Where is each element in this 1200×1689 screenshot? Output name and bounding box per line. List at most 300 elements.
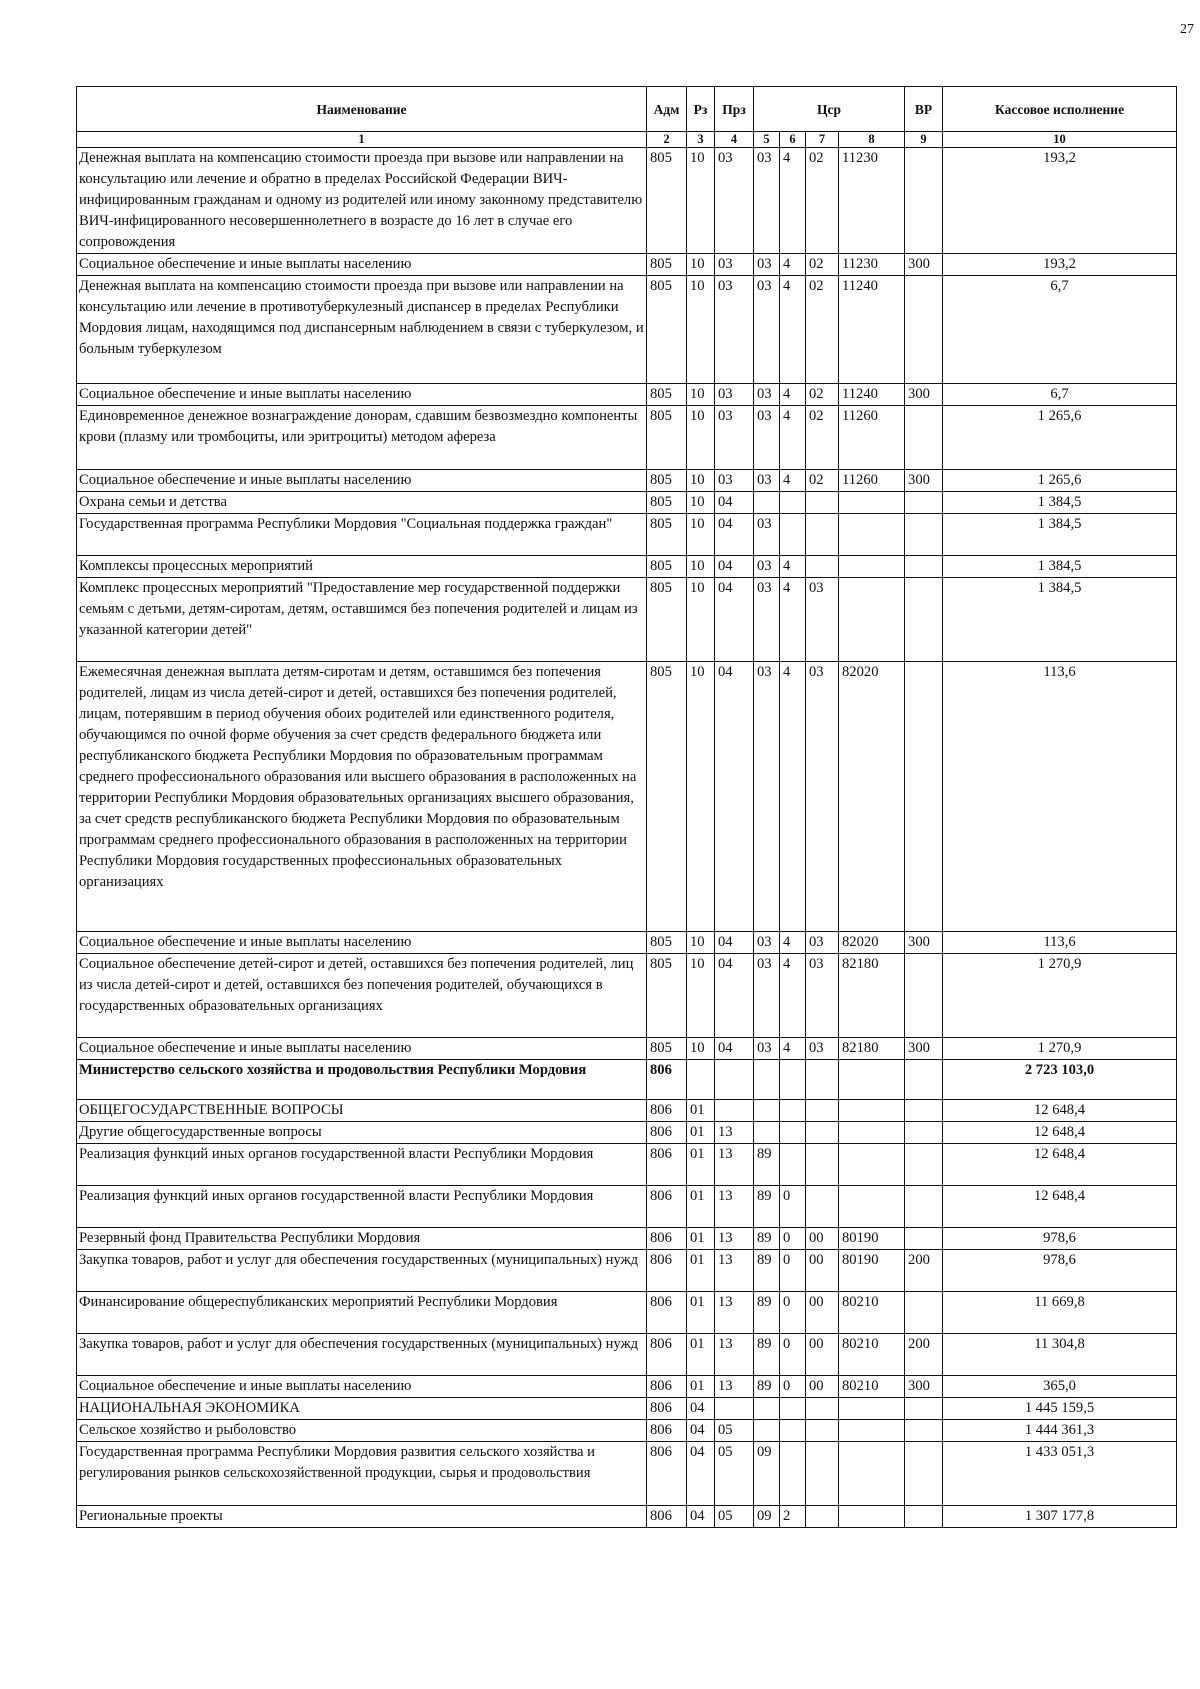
row-csr-type: 4 <box>780 276 806 384</box>
table-row <box>77 1506 1177 1528</box>
row-vr: 300 <box>905 932 943 954</box>
row-csr-direction: 11260 <box>839 406 905 470</box>
row-prz <box>715 1100 754 1122</box>
row-csr-subprogram <box>806 492 839 514</box>
row-prz: 13 <box>715 1186 754 1228</box>
row-csr-subprogram: 02 <box>806 406 839 470</box>
column-number: 9 <box>905 132 943 148</box>
row-name: Закупка товаров, работ и услуг для обеспечения государственных (муниципальных) нужд <box>77 1250 647 1292</box>
column-number: 3 <box>687 132 715 148</box>
row-csr-subprogram <box>806 1144 839 1186</box>
row-prz: 13 <box>715 1376 754 1398</box>
row-rz: 10 <box>687 662 715 932</box>
row-csr-program: 03 <box>754 578 780 662</box>
row-adm: 806 <box>647 1186 687 1228</box>
row-value: 1 307 177,8 <box>943 1506 1177 1528</box>
row-csr-direction <box>839 1506 905 1528</box>
column-number: 2 <box>647 132 687 148</box>
row-adm: 806 <box>647 1334 687 1376</box>
row-csr-direction <box>839 1144 905 1186</box>
row-name: Денежная выплата на компенсацию стоимости проезда при вызове или направлении на консультацию или лечение и обратно в пределах Российской Федерации ВИЧ-инфицированным гражданам и одному из родителей или иному законному представителю ВИЧ-инфицированного несовершеннолетнего в возрасте до 16 лет в случае его сопровождения <box>77 148 647 254</box>
row-vr: 200 <box>905 1334 943 1376</box>
row-rz: 10 <box>687 1038 715 1060</box>
row-csr-type: 4 <box>780 932 806 954</box>
row-adm: 805 <box>647 148 687 254</box>
row-csr-type <box>780 1442 806 1506</box>
row-prz: 13 <box>715 1334 754 1376</box>
row-csr-direction: 82020 <box>839 932 905 954</box>
row-csr-program: 03 <box>754 1038 780 1060</box>
row-name: Социальное обеспечение и иные выплаты населению <box>77 1038 647 1060</box>
row-vr <box>905 556 943 578</box>
row-csr-direction: 80210 <box>839 1334 905 1376</box>
row-value: 1 270,9 <box>943 1038 1177 1060</box>
row-csr-subprogram: 00 <box>806 1334 839 1376</box>
column-number: 8 <box>839 132 905 148</box>
row-value: 12 648,4 <box>943 1122 1177 1144</box>
row-csr-type: 4 <box>780 148 806 254</box>
row-csr-direction <box>839 1100 905 1122</box>
row-csr-program: 89 <box>754 1334 780 1376</box>
row-prz: 05 <box>715 1420 754 1442</box>
row-rz: 10 <box>687 932 715 954</box>
row-vr <box>905 276 943 384</box>
row-name: Министерство сельского хозяйства и продовольствия Республики Мордовия <box>77 1060 647 1100</box>
row-csr-direction <box>839 1398 905 1420</box>
row-prz: 04 <box>715 514 754 556</box>
row-csr-direction: 82180 <box>839 954 905 1038</box>
row-csr-program: 89 <box>754 1292 780 1334</box>
row-value: 6,7 <box>943 384 1177 406</box>
table-row <box>77 662 1177 932</box>
row-csr-program: 09 <box>754 1442 780 1506</box>
row-csr-subprogram: 00 <box>806 1228 839 1250</box>
row-vr <box>905 1144 943 1186</box>
row-value: 1 384,5 <box>943 578 1177 662</box>
row-vr <box>905 662 943 932</box>
row-csr-subprogram: 03 <box>806 662 839 932</box>
table-row <box>77 492 1177 514</box>
row-csr-subprogram <box>806 1060 839 1100</box>
row-value: 1 270,9 <box>943 954 1177 1038</box>
column-number: 4 <box>715 132 754 148</box>
row-csr-subprogram: 02 <box>806 384 839 406</box>
row-csr-type: 0 <box>780 1186 806 1228</box>
row-csr-program: 03 <box>754 470 780 492</box>
table-row <box>77 556 1177 578</box>
row-csr-direction: 80210 <box>839 1376 905 1398</box>
row-rz: 10 <box>687 578 715 662</box>
row-value: 12 648,4 <box>943 1186 1177 1228</box>
table-row <box>77 1186 1177 1228</box>
row-vr <box>905 1122 943 1144</box>
row-csr-type: 4 <box>780 406 806 470</box>
row-csr-subprogram: 03 <box>806 1038 839 1060</box>
row-csr-subprogram: 02 <box>806 470 839 492</box>
row-adm: 806 <box>647 1100 687 1122</box>
page-number: 27 <box>1180 22 1194 37</box>
row-csr-program <box>754 1420 780 1442</box>
row-adm: 805 <box>647 954 687 1038</box>
row-name: Социальное обеспечение и иные выплаты населению <box>77 384 647 406</box>
row-name: Комплекс процессных мероприятий "Предоставление мер государственной поддержки семьям с детьми, детям-сиротам, детям, оставшимся без попечения родителей и лицам из указанной категории детей" <box>77 578 647 662</box>
row-rz: 01 <box>687 1250 715 1292</box>
row-csr-program <box>754 492 780 514</box>
row-csr-type: 4 <box>780 384 806 406</box>
row-vr <box>905 492 943 514</box>
row-csr-subprogram <box>806 514 839 556</box>
row-prz: 04 <box>715 932 754 954</box>
row-rz: 01 <box>687 1376 715 1398</box>
table-row <box>77 406 1177 470</box>
row-name: Финансирование общереспубликанских мероприятий Республики Мордовия <box>77 1292 647 1334</box>
row-adm: 805 <box>647 932 687 954</box>
row-value: 11 304,8 <box>943 1334 1177 1376</box>
row-vr <box>905 1100 943 1122</box>
row-csr-type: 4 <box>780 1038 806 1060</box>
row-csr-type <box>780 1420 806 1442</box>
row-csr-direction <box>839 514 905 556</box>
budget-table-wrapper <box>76 86 1176 1528</box>
column-number: 7 <box>806 132 839 148</box>
row-vr: 300 <box>905 470 943 492</box>
row-vr <box>905 1228 943 1250</box>
row-csr-type <box>780 1122 806 1144</box>
row-rz: 04 <box>687 1398 715 1420</box>
row-csr-subprogram <box>806 1100 839 1122</box>
row-name: Государственная программа Республики Мордовия "Социальная поддержка граждан" <box>77 514 647 556</box>
row-csr-direction: 80210 <box>839 1292 905 1334</box>
row-vr <box>905 954 943 1038</box>
row-csr-direction <box>839 1420 905 1442</box>
row-csr-program: 03 <box>754 406 780 470</box>
row-vr <box>905 1506 943 1528</box>
row-vr <box>905 1398 943 1420</box>
table-row <box>77 254 1177 276</box>
table-row <box>77 1100 1177 1122</box>
table-row <box>77 954 1177 1038</box>
row-prz: 04 <box>715 578 754 662</box>
row-csr-type: 4 <box>780 578 806 662</box>
row-adm: 805 <box>647 662 687 932</box>
row-csr-type <box>780 1060 806 1100</box>
row-csr-type <box>780 1100 806 1122</box>
header-rz: Рз <box>687 87 715 132</box>
row-value: 1 384,5 <box>943 556 1177 578</box>
row-prz: 05 <box>715 1442 754 1506</box>
row-csr-program: 03 <box>754 514 780 556</box>
row-csr-type <box>780 514 806 556</box>
row-csr-direction <box>839 1060 905 1100</box>
table-row <box>77 1292 1177 1334</box>
row-vr: 300 <box>905 254 943 276</box>
row-csr-program: 03 <box>754 276 780 384</box>
row-csr-type: 0 <box>780 1250 806 1292</box>
row-csr-program: 89 <box>754 1228 780 1250</box>
row-value: 12 648,4 <box>943 1100 1177 1122</box>
row-adm: 805 <box>647 1038 687 1060</box>
row-csr-program <box>754 1398 780 1420</box>
row-csr-type: 0 <box>780 1228 806 1250</box>
row-adm: 805 <box>647 556 687 578</box>
row-prz: 03 <box>715 384 754 406</box>
row-value: 1 444 361,3 <box>943 1420 1177 1442</box>
row-csr-type: 4 <box>780 954 806 1038</box>
row-vr <box>905 578 943 662</box>
row-rz <box>687 1060 715 1100</box>
row-csr-program: 03 <box>754 662 780 932</box>
row-prz: 04 <box>715 556 754 578</box>
row-csr-type <box>780 1398 806 1420</box>
row-csr-direction: 80190 <box>839 1228 905 1250</box>
row-csr-direction: 11240 <box>839 276 905 384</box>
row-csr-direction <box>839 1186 905 1228</box>
row-csr-subprogram <box>806 1420 839 1442</box>
row-csr-program <box>754 1122 780 1144</box>
row-value: 113,6 <box>943 932 1177 954</box>
row-csr-direction: 11240 <box>839 384 905 406</box>
row-rz: 10 <box>687 492 715 514</box>
row-csr-type: 0 <box>780 1376 806 1398</box>
row-csr-type: 4 <box>780 470 806 492</box>
table-row <box>77 1038 1177 1060</box>
row-adm: 805 <box>647 276 687 384</box>
row-csr-direction <box>839 492 905 514</box>
row-csr-program <box>754 1100 780 1122</box>
row-vr <box>905 1060 943 1100</box>
row-vr <box>905 514 943 556</box>
row-prz: 13 <box>715 1122 754 1144</box>
row-adm: 805 <box>647 492 687 514</box>
row-name: Социальное обеспечение детей-сирот и детей, оставшихся без попечения родителей, лиц из числа детей-сирот и детей, оставшихся без попечения родителей, обучающихся в государственных образовательных организациях <box>77 954 647 1038</box>
row-name: Региональные проекты <box>77 1506 647 1528</box>
table-row <box>77 148 1177 254</box>
row-csr-program: 89 <box>754 1186 780 1228</box>
row-name: Социальное обеспечение и иные выплаты населению <box>77 1376 647 1398</box>
row-value: 2 723 103,0 <box>943 1060 1177 1100</box>
row-adm: 806 <box>647 1060 687 1100</box>
row-name: НАЦИОНАЛЬНАЯ ЭКОНОМИКА <box>77 1398 647 1420</box>
row-csr-subprogram <box>806 1398 839 1420</box>
row-value: 193,2 <box>943 148 1177 254</box>
row-value: 1 265,6 <box>943 406 1177 470</box>
row-name: Закупка товаров, работ и услуг для обеспечения государственных (муниципальных) нужд <box>77 1334 647 1376</box>
row-value: 11 669,8 <box>943 1292 1177 1334</box>
row-rz: 04 <box>687 1506 715 1528</box>
row-prz: 04 <box>715 492 754 514</box>
row-prz: 13 <box>715 1292 754 1334</box>
table-row <box>77 470 1177 492</box>
row-csr-direction <box>839 1442 905 1506</box>
table-row <box>77 384 1177 406</box>
row-name: Сельское хозяйство и рыболовство <box>77 1420 647 1442</box>
table-row <box>77 1250 1177 1292</box>
row-csr-subprogram: 02 <box>806 254 839 276</box>
row-csr-type: 0 <box>780 1292 806 1334</box>
row-csr-program: 09 <box>754 1506 780 1528</box>
table-row <box>77 1398 1177 1420</box>
row-name: Социальное обеспечение и иные выплаты населению <box>77 932 647 954</box>
row-csr-subprogram: 00 <box>806 1292 839 1334</box>
row-csr-subprogram <box>806 1442 839 1506</box>
row-prz: 04 <box>715 1038 754 1060</box>
row-name: ОБЩЕГОСУДАРСТВЕННЫЕ ВОПРОСЫ <box>77 1100 647 1122</box>
table-row <box>77 514 1177 556</box>
row-csr-direction: 11230 <box>839 148 905 254</box>
header-csr: Цср <box>754 87 905 132</box>
row-csr-direction <box>839 578 905 662</box>
row-vr: 200 <box>905 1250 943 1292</box>
row-csr-subprogram: 03 <box>806 932 839 954</box>
column-number: 5 <box>754 132 780 148</box>
table-row <box>77 276 1177 384</box>
row-csr-subprogram <box>806 1186 839 1228</box>
row-rz: 10 <box>687 384 715 406</box>
row-rz: 10 <box>687 514 715 556</box>
row-csr-program: 89 <box>754 1250 780 1292</box>
row-rz: 01 <box>687 1144 715 1186</box>
row-value: 193,2 <box>943 254 1177 276</box>
row-name: Реализация функций иных органов государственной власти Республики Мордовия <box>77 1186 647 1228</box>
row-adm: 805 <box>647 254 687 276</box>
column-number: 6 <box>780 132 806 148</box>
row-rz: 10 <box>687 148 715 254</box>
row-csr-subprogram: 00 <box>806 1250 839 1292</box>
row-name: Реализация функций иных органов государственной власти Республики Мордовия <box>77 1144 647 1186</box>
row-vr <box>905 1442 943 1506</box>
row-value: 1 433 051,3 <box>943 1442 1177 1506</box>
row-prz: 03 <box>715 276 754 384</box>
row-adm: 806 <box>647 1122 687 1144</box>
row-csr-subprogram: 03 <box>806 954 839 1038</box>
row-prz: 13 <box>715 1250 754 1292</box>
row-adm: 805 <box>647 514 687 556</box>
table-row <box>77 1228 1177 1250</box>
row-adm: 806 <box>647 1250 687 1292</box>
row-value: 978,6 <box>943 1250 1177 1292</box>
row-value: 978,6 <box>943 1228 1177 1250</box>
row-prz <box>715 1060 754 1100</box>
row-csr-direction <box>839 1122 905 1144</box>
column-number: 1 <box>77 132 647 148</box>
row-adm: 806 <box>647 1506 687 1528</box>
table-row <box>77 1144 1177 1186</box>
row-prz: 13 <box>715 1144 754 1186</box>
row-csr-direction: 80190 <box>839 1250 905 1292</box>
row-rz: 01 <box>687 1292 715 1334</box>
row-value: 1 265,6 <box>943 470 1177 492</box>
row-name: Комплексы процессных мероприятий <box>77 556 647 578</box>
row-csr-program <box>754 1060 780 1100</box>
row-name: Денежная выплата на компенсацию стоимости проезда при вызове или направлении на консультацию или лечение в противотуберкулезный диспансер в пределах Республики Мордовия лицам, находящимся под диспансерным наблюдением в связи с туберкулезом, и больным туберкулезом <box>77 276 647 384</box>
row-value: 113,6 <box>943 662 1177 932</box>
row-csr-subprogram: 02 <box>806 276 839 384</box>
row-prz: 03 <box>715 406 754 470</box>
table-row <box>77 1420 1177 1442</box>
row-csr-type: 4 <box>780 556 806 578</box>
row-csr-direction: 82020 <box>839 662 905 932</box>
row-rz: 10 <box>687 254 715 276</box>
row-vr <box>905 406 943 470</box>
row-name: Единовременное денежное вознаграждение донорам, сдавшим безвозмездно компоненты крови (плазму или тромбоциты, или эритроциты) методом афереза <box>77 406 647 470</box>
row-adm: 806 <box>647 1228 687 1250</box>
row-rz: 01 <box>687 1122 715 1144</box>
row-prz <box>715 1398 754 1420</box>
row-value: 1 384,5 <box>943 514 1177 556</box>
row-csr-program: 03 <box>754 148 780 254</box>
table-row <box>77 1060 1177 1100</box>
row-vr <box>905 1420 943 1442</box>
row-csr-direction: 11260 <box>839 470 905 492</box>
budget-table <box>76 86 1177 1528</box>
row-name: Другие общегосударственные вопросы <box>77 1122 647 1144</box>
row-rz: 04 <box>687 1420 715 1442</box>
row-csr-program: 03 <box>754 932 780 954</box>
row-prz: 03 <box>715 470 754 492</box>
row-prz: 03 <box>715 148 754 254</box>
column-number-row <box>77 132 1177 148</box>
row-csr-subprogram <box>806 556 839 578</box>
row-prz: 03 <box>715 254 754 276</box>
row-value: 6,7 <box>943 276 1177 384</box>
table-row <box>77 1376 1177 1398</box>
row-csr-type: 2 <box>780 1506 806 1528</box>
row-name: Ежемесячная денежная выплата детям-сиротам и детям, оставшимся без попечения родителей, лицам из числа детей-сирот и детей, оставшихся без попечения родителей, лицам, потерявшим в период обучения обоих родителей или единственного родителя, обучающимся по очной форме обучения за счет средств федерального бюджета или республиканского бюджета Республики Мордовия по образовательным программам среднего профессионального образования или высшего образования в расположенных на территории Республики Мордовия образовательных организациях высшего образования, за счет средств республиканского бюджета Республики Мордовия по образовательным программам среднего профессионального образования в расположенных на территории Республики Мордовия государственных профессиональных образовательных организациях <box>77 662 647 932</box>
row-value: 12 648,4 <box>943 1144 1177 1186</box>
row-csr-program: 03 <box>754 384 780 406</box>
row-csr-program: 89 <box>754 1376 780 1398</box>
row-adm: 805 <box>647 384 687 406</box>
row-name: Охрана семьи и детства <box>77 492 647 514</box>
row-adm: 805 <box>647 578 687 662</box>
row-rz: 10 <box>687 556 715 578</box>
row-prz: 04 <box>715 662 754 932</box>
row-rz: 10 <box>687 954 715 1038</box>
row-name: Социальное обеспечение и иные выплаты населению <box>77 254 647 276</box>
row-prz: 13 <box>715 1228 754 1250</box>
header-total: Кассовое исполнение <box>943 87 1177 132</box>
table-row <box>77 932 1177 954</box>
row-adm: 805 <box>647 470 687 492</box>
row-csr-program: 89 <box>754 1144 780 1186</box>
row-vr <box>905 1186 943 1228</box>
row-csr-type <box>780 1144 806 1186</box>
row-rz: 01 <box>687 1334 715 1376</box>
row-vr <box>905 1292 943 1334</box>
row-rz: 01 <box>687 1100 715 1122</box>
row-csr-program: 03 <box>754 556 780 578</box>
row-csr-type: 0 <box>780 1334 806 1376</box>
row-adm: 806 <box>647 1292 687 1334</box>
row-rz: 10 <box>687 276 715 384</box>
row-csr-subprogram: 02 <box>806 148 839 254</box>
row-prz: 04 <box>715 954 754 1038</box>
row-csr-type: 4 <box>780 254 806 276</box>
table-row <box>77 1334 1177 1376</box>
header-adm: Адм <box>647 87 687 132</box>
header-prz: Прз <box>715 87 754 132</box>
row-vr <box>905 148 943 254</box>
row-value: 365,0 <box>943 1376 1177 1398</box>
row-adm: 806 <box>647 1376 687 1398</box>
row-csr-subprogram <box>806 1506 839 1528</box>
row-prz: 05 <box>715 1506 754 1528</box>
header-vr: ВР <box>905 87 943 132</box>
row-vr: 300 <box>905 384 943 406</box>
row-adm: 805 <box>647 406 687 470</box>
row-csr-direction <box>839 556 905 578</box>
row-csr-type: 4 <box>780 662 806 932</box>
